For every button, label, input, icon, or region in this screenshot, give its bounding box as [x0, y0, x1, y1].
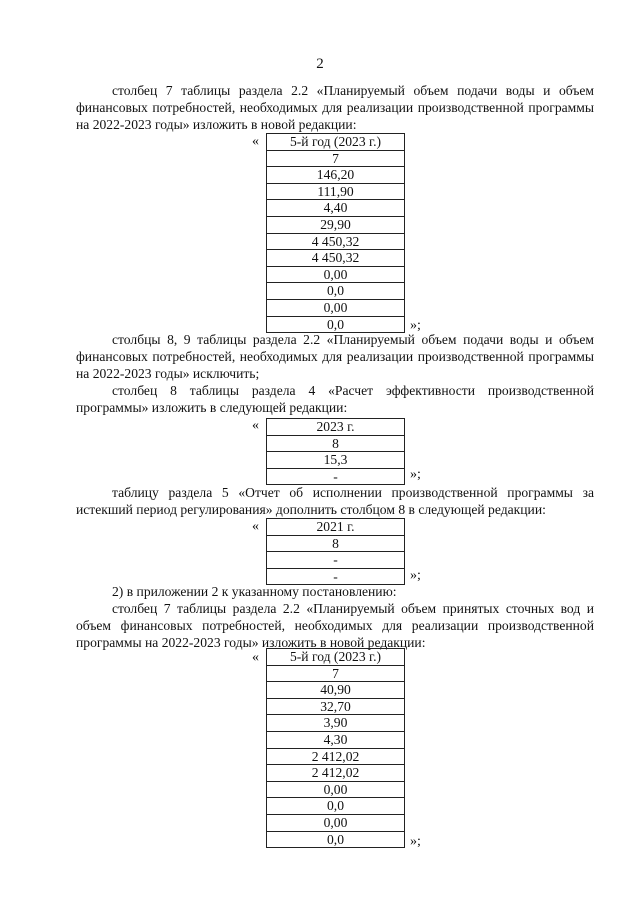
table-row [267, 468, 405, 485]
table-row [267, 233, 405, 250]
table-row [267, 519, 405, 536]
table-row [267, 183, 405, 200]
table-row [267, 283, 405, 300]
table-row [267, 250, 405, 267]
table-cell: 0,0 [267, 283, 405, 300]
table-row [267, 134, 405, 151]
table-cell: 0,0 [267, 316, 405, 333]
table-row [267, 781, 405, 798]
table-row [267, 316, 405, 333]
paragraph-2 [76, 332, 594, 382]
paragraph-3-text: столбец 8 таблицы раздела 4 «Расчет эффективности производственной программы» изложить в следующей редакции: [76, 383, 594, 415]
table-cell: 2021 г. [267, 519, 405, 536]
table-cell: 15,3 [267, 452, 405, 469]
table-cell: 7 [267, 665, 405, 682]
table-cell: - [267, 568, 405, 585]
table-cell: 3,90 [267, 715, 405, 732]
table-cell: - [267, 552, 405, 569]
table-row [267, 831, 405, 848]
table-cell: 146,20 [267, 167, 405, 184]
table-4 [266, 648, 405, 848]
table-row [267, 765, 405, 782]
table-row [267, 665, 405, 682]
table-cell: 0,00 [267, 299, 405, 316]
table-row [267, 150, 405, 167]
table-2 [266, 418, 405, 485]
close-quote: »; [410, 834, 421, 849]
table-row [267, 682, 405, 699]
table-row [267, 167, 405, 184]
paragraph-1 [76, 83, 594, 133]
table-row [267, 200, 405, 217]
table-row [267, 568, 405, 585]
close-quote: »; [410, 318, 421, 333]
table-1 [266, 133, 405, 333]
table-cell: 0,0 [267, 831, 405, 848]
table-cell: 111,90 [267, 183, 405, 200]
table-row [267, 535, 405, 552]
table-row [267, 266, 405, 283]
table-cell: 0,00 [267, 781, 405, 798]
table-cell: 5-й год (2023 г.) [267, 649, 405, 666]
table-cell: 8 [267, 435, 405, 452]
open-quote: « [252, 519, 259, 534]
table-cell: 4,30 [267, 731, 405, 748]
table-cell: 4 450,32 [267, 233, 405, 250]
table-cell: 40,90 [267, 682, 405, 699]
table-row [267, 216, 405, 233]
table-cell: 0,0 [267, 798, 405, 815]
table-row [267, 698, 405, 715]
table-3 [266, 518, 405, 585]
table-cell: 29,90 [267, 216, 405, 233]
table-cell: 2 412,02 [267, 748, 405, 765]
table-cell: 7 [267, 150, 405, 167]
paragraph-4 [76, 485, 594, 519]
paragraph-6-text: столбец 7 таблицы раздела 2.2 «Планируемый объем принятых сточных вод и объем финансовых потребностей, необходимых для реализации производственной программы на 2022-2023 годы» изложить в новой редакции: [76, 601, 594, 650]
table-cell: 0,00 [267, 814, 405, 831]
table-cell: 5-й год (2023 г.) [267, 134, 405, 151]
open-quote: « [252, 418, 259, 433]
table-row [267, 715, 405, 732]
open-quote: « [252, 650, 259, 665]
table-row [267, 814, 405, 831]
paragraph-4-text: таблицу раздела 5 «Отчет об исполнении производственной программы за истекший период регулирования» дополнить столбцом 8 в следующей редакции: [76, 485, 594, 517]
paragraph-5-text: 2) в приложении 2 к указанному постановлению: [112, 584, 397, 599]
table-row [267, 798, 405, 815]
paragraph-2-text: столбцы 8, 9 таблицы раздела 2.2 «Планируемый объем подачи воды и объем финансовых потребностей, необходимых для реализации производственной программы на 2022-2023 годы» исключить; [76, 332, 594, 381]
close-quote: »; [410, 568, 421, 583]
paragraph-3 [76, 383, 594, 417]
table-cell: - [267, 468, 405, 485]
close-quote: »; [410, 467, 421, 482]
table-cell: 4 450,32 [267, 250, 405, 267]
open-quote: « [252, 134, 259, 149]
paragraph-6 [76, 601, 594, 651]
paragraph-1-text: столбец 7 таблицы раздела 2.2 «Планируемый объем подачи воды и объем финансовых потребностей, необходимых для реализации производственной программы на 2022-2023 годы» изложить в новой редакции: [76, 83, 594, 132]
table-cell: 2 412,02 [267, 765, 405, 782]
table-row [267, 649, 405, 666]
table-row [267, 748, 405, 765]
table-row [267, 452, 405, 469]
table-row [267, 552, 405, 569]
paragraph-5 [76, 584, 594, 601]
page-number: 2 [316, 56, 324, 72]
table-row [267, 419, 405, 436]
table-cell: 2023 г. [267, 419, 405, 436]
table-cell: 8 [267, 535, 405, 552]
table-cell: 32,70 [267, 698, 405, 715]
table-row [267, 299, 405, 316]
table-cell: 4,40 [267, 200, 405, 217]
table-cell: 0,00 [267, 266, 405, 283]
table-row [267, 435, 405, 452]
table-row [267, 731, 405, 748]
